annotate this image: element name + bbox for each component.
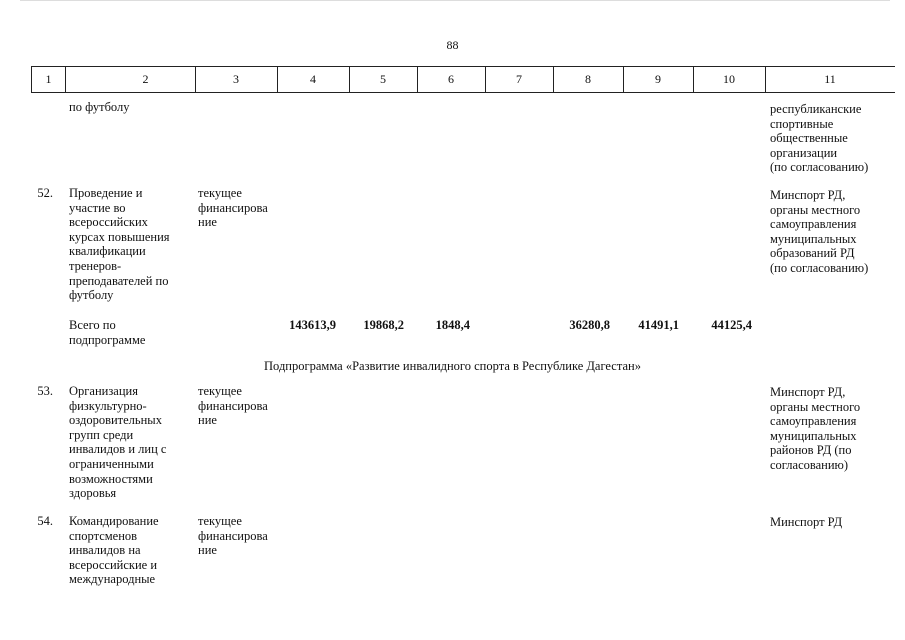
header-cell-4: 4	[310, 72, 316, 86]
row-name-continued: по футболу	[69, 100, 130, 114]
row-executor-52: Минспорт РД, органы местного самоуправления муниципальных образований РД (по согласованию)	[770, 188, 869, 275]
row-executor-continued: республиканские спортивные общественные организации (по согласованию)	[770, 102, 869, 175]
column-divider	[65, 66, 66, 92]
row-number-52: 52.	[37, 186, 53, 200]
row-name-53: Организация физкультурно- оздоровительных групп среди инвалидов и лиц с ограниченными возможностями здоровья	[69, 384, 167, 501]
header-cell-11: 11	[824, 72, 836, 86]
column-divider	[693, 66, 694, 92]
row-number-53: 53.	[37, 384, 53, 398]
header-cell-10: 10	[723, 72, 735, 86]
header-cell-9: 9	[655, 72, 661, 86]
header-cell-3: 3	[233, 72, 239, 86]
row-executor-54: Минспорт РД	[770, 515, 843, 529]
column-divider	[349, 66, 350, 92]
total-col-6: 1848,4	[435, 318, 470, 332]
header-cell-2: 2	[142, 72, 149, 86]
column-divider	[417, 66, 418, 92]
row-number-54: 54.	[37, 514, 53, 528]
column-divider	[553, 66, 554, 92]
total-col-9: 41491,1	[638, 318, 679, 332]
header-cell-1: 1	[45, 72, 52, 86]
row-source-52: текущее финансирова ние	[198, 186, 268, 230]
total-label: Всего по подпрограмме	[69, 318, 146, 347]
subprogram-title: Подпрограмма «Развитие инвалидного спорта в Республике Дагестан»	[264, 359, 641, 373]
total-col-4: 143613,9	[289, 318, 336, 332]
total-col-8: 36280,8	[569, 318, 610, 332]
header-cell-6: 6	[448, 72, 454, 86]
scan-edge	[20, 0, 890, 1]
row-name-52: Проведение и участие во всероссийских курсах повышения квалификации тренеров- преподавателей по футболу	[69, 186, 170, 303]
column-divider	[277, 66, 278, 92]
header-cell-7: 7	[516, 72, 522, 86]
row-executor-53: Минспорт РД, органы местного самоуправления муниципальных районов РД (по согласованию)	[770, 385, 861, 472]
column-divider	[195, 66, 196, 92]
header-cell-5: 5	[380, 72, 386, 86]
row-name-54: Командирование спортсменов инвалидов на всероссийские и международные	[69, 514, 159, 587]
row-source-53: текущее финансирова ние	[198, 384, 268, 428]
column-divider	[31, 66, 32, 92]
column-divider	[765, 66, 766, 92]
total-col-10: 44125,4	[711, 318, 752, 332]
total-col-5: 19868,2	[363, 318, 404, 332]
row-source-54: текущее финансирова ние	[198, 514, 268, 558]
column-divider	[623, 66, 624, 92]
header-cell-8: 8	[585, 72, 591, 86]
column-divider	[485, 66, 486, 92]
page-number: 88	[446, 38, 459, 52]
